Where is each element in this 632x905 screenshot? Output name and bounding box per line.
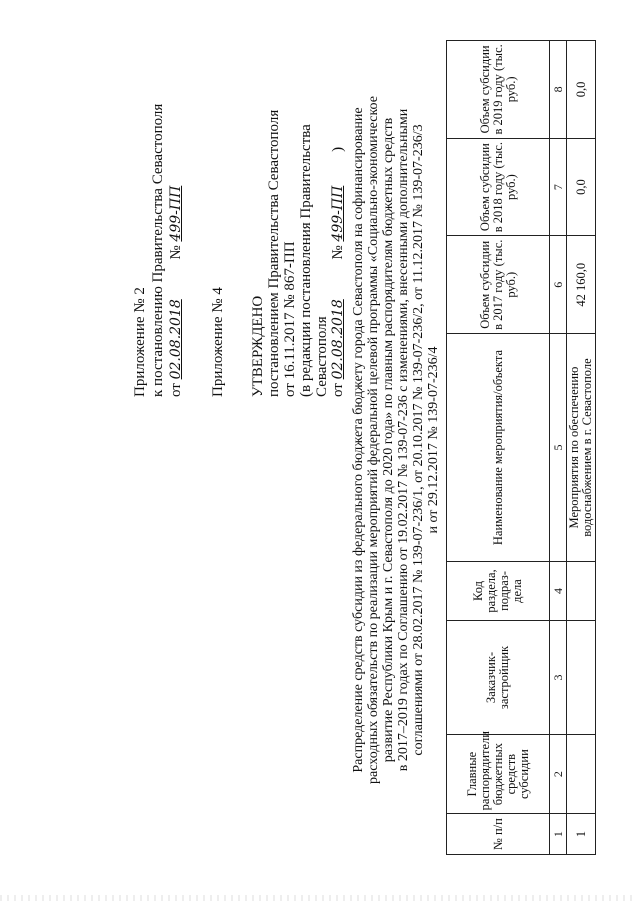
- approved-from-prefix: от: [330, 383, 346, 397]
- approved-label: УТВЕРЖДЕНО: [250, 295, 266, 397]
- col-header-code: Код раздела, подраз-дела: [447, 562, 550, 621]
- title-line: соглашениями от 28.02.2017 № 139-07-236/1, от 20.10.2017 № 139-07-236/2, от 11.12.2017 № 139-07-236/3: [411, 124, 426, 756]
- appendix-to-resolution: к постановлению Правительства Севастополя: [150, 103, 166, 397]
- appendix-number-handwritten: 499-ПП: [168, 185, 184, 242]
- approved-date-line: [330, 147, 346, 397]
- cell-name: Мероприятия по обеспечению водоснабжением в г. Севастополе: [567, 334, 596, 562]
- col-number: 8: [550, 41, 567, 139]
- approved-date: 02.08.2018: [330, 299, 346, 380]
- cell-code: [567, 562, 596, 621]
- col-number: 7: [550, 138, 567, 236]
- col-number: 4: [550, 562, 567, 621]
- approved-number-handwritten: 499-ПП: [330, 185, 346, 242]
- table-header-row: [447, 41, 550, 855]
- col-header-num: № п/п: [447, 814, 550, 855]
- col-number: 6: [550, 236, 567, 334]
- title-line: Распределение средств субсидии из федерального бюджета бюджету города Севастополя на софинансирование: [351, 107, 366, 773]
- approved-line-3: (в редакции постановления Правительства: [298, 124, 314, 397]
- col-header-2019: Объем субсидии в 2019 году (тыс. руб.): [447, 41, 550, 139]
- table-row: [567, 41, 596, 855]
- col-header-2017: Объем субсидии в 2017 году (тыс. руб.): [447, 236, 550, 334]
- scan-noise: [0, 895, 632, 901]
- appendix-date: 02.08.2018: [168, 299, 184, 380]
- cell-distributor: [567, 734, 596, 813]
- approved-no-prefix: №: [330, 245, 346, 260]
- col-header-2018: Объем субсидии в 2018 году (тыс. руб.): [447, 138, 550, 236]
- appendix-no-prefix: №: [168, 245, 184, 260]
- cell-customer: [567, 621, 596, 735]
- subsidy-table: [446, 40, 596, 855]
- col-header-name: Наименование мероприятия/объекта: [447, 334, 550, 562]
- table-column-number-row: [550, 41, 567, 855]
- cell-2017: 42 160,0: [567, 236, 596, 334]
- appendix-4-label: Приложение № 4: [210, 287, 226, 397]
- title-line: в 2017–2019 годах по Соглашению от 19.02.2017 № 139-07-236 с изменениями, внесенными дополнительными: [396, 108, 411, 772]
- approved-line-1: постановлением Правительства Севастополя: [266, 109, 282, 397]
- cell-num: 1: [567, 814, 596, 855]
- appendix-date-line: [168, 162, 184, 397]
- appendix-from-prefix: от: [168, 383, 184, 397]
- approved-line-4: Севастополя: [314, 316, 330, 397]
- cell-2019: 0,0: [567, 41, 596, 139]
- title-line: развитие Республики Крым и г. Севастополя до 2020 года» по главным распорядителям бюджетных средств: [381, 117, 396, 763]
- cell-2018: 0,0: [567, 138, 596, 236]
- col-number: 5: [550, 334, 567, 562]
- approved-line-2: от 16.11.2017 № 867-ПП: [282, 241, 298, 397]
- document-title: [351, 45, 441, 835]
- col-number: 3: [550, 621, 567, 735]
- appendix-number: Приложение № 2: [132, 287, 148, 397]
- col-header-distributor: Главные распорядители бюджетных средств субсидии: [447, 734, 550, 813]
- title-line: расходных обязательств по реализации мероприятий федеральной целевой программы «Социально-экономическое: [366, 96, 381, 784]
- approved-close-paren: ): [330, 146, 346, 152]
- col-header-customer: Заказчик-застройщик: [447, 621, 550, 735]
- title-line: и от 29.12.2017 № 139-07-236/4: [426, 346, 441, 534]
- col-number: 2: [550, 734, 567, 813]
- col-number: 1: [550, 814, 567, 855]
